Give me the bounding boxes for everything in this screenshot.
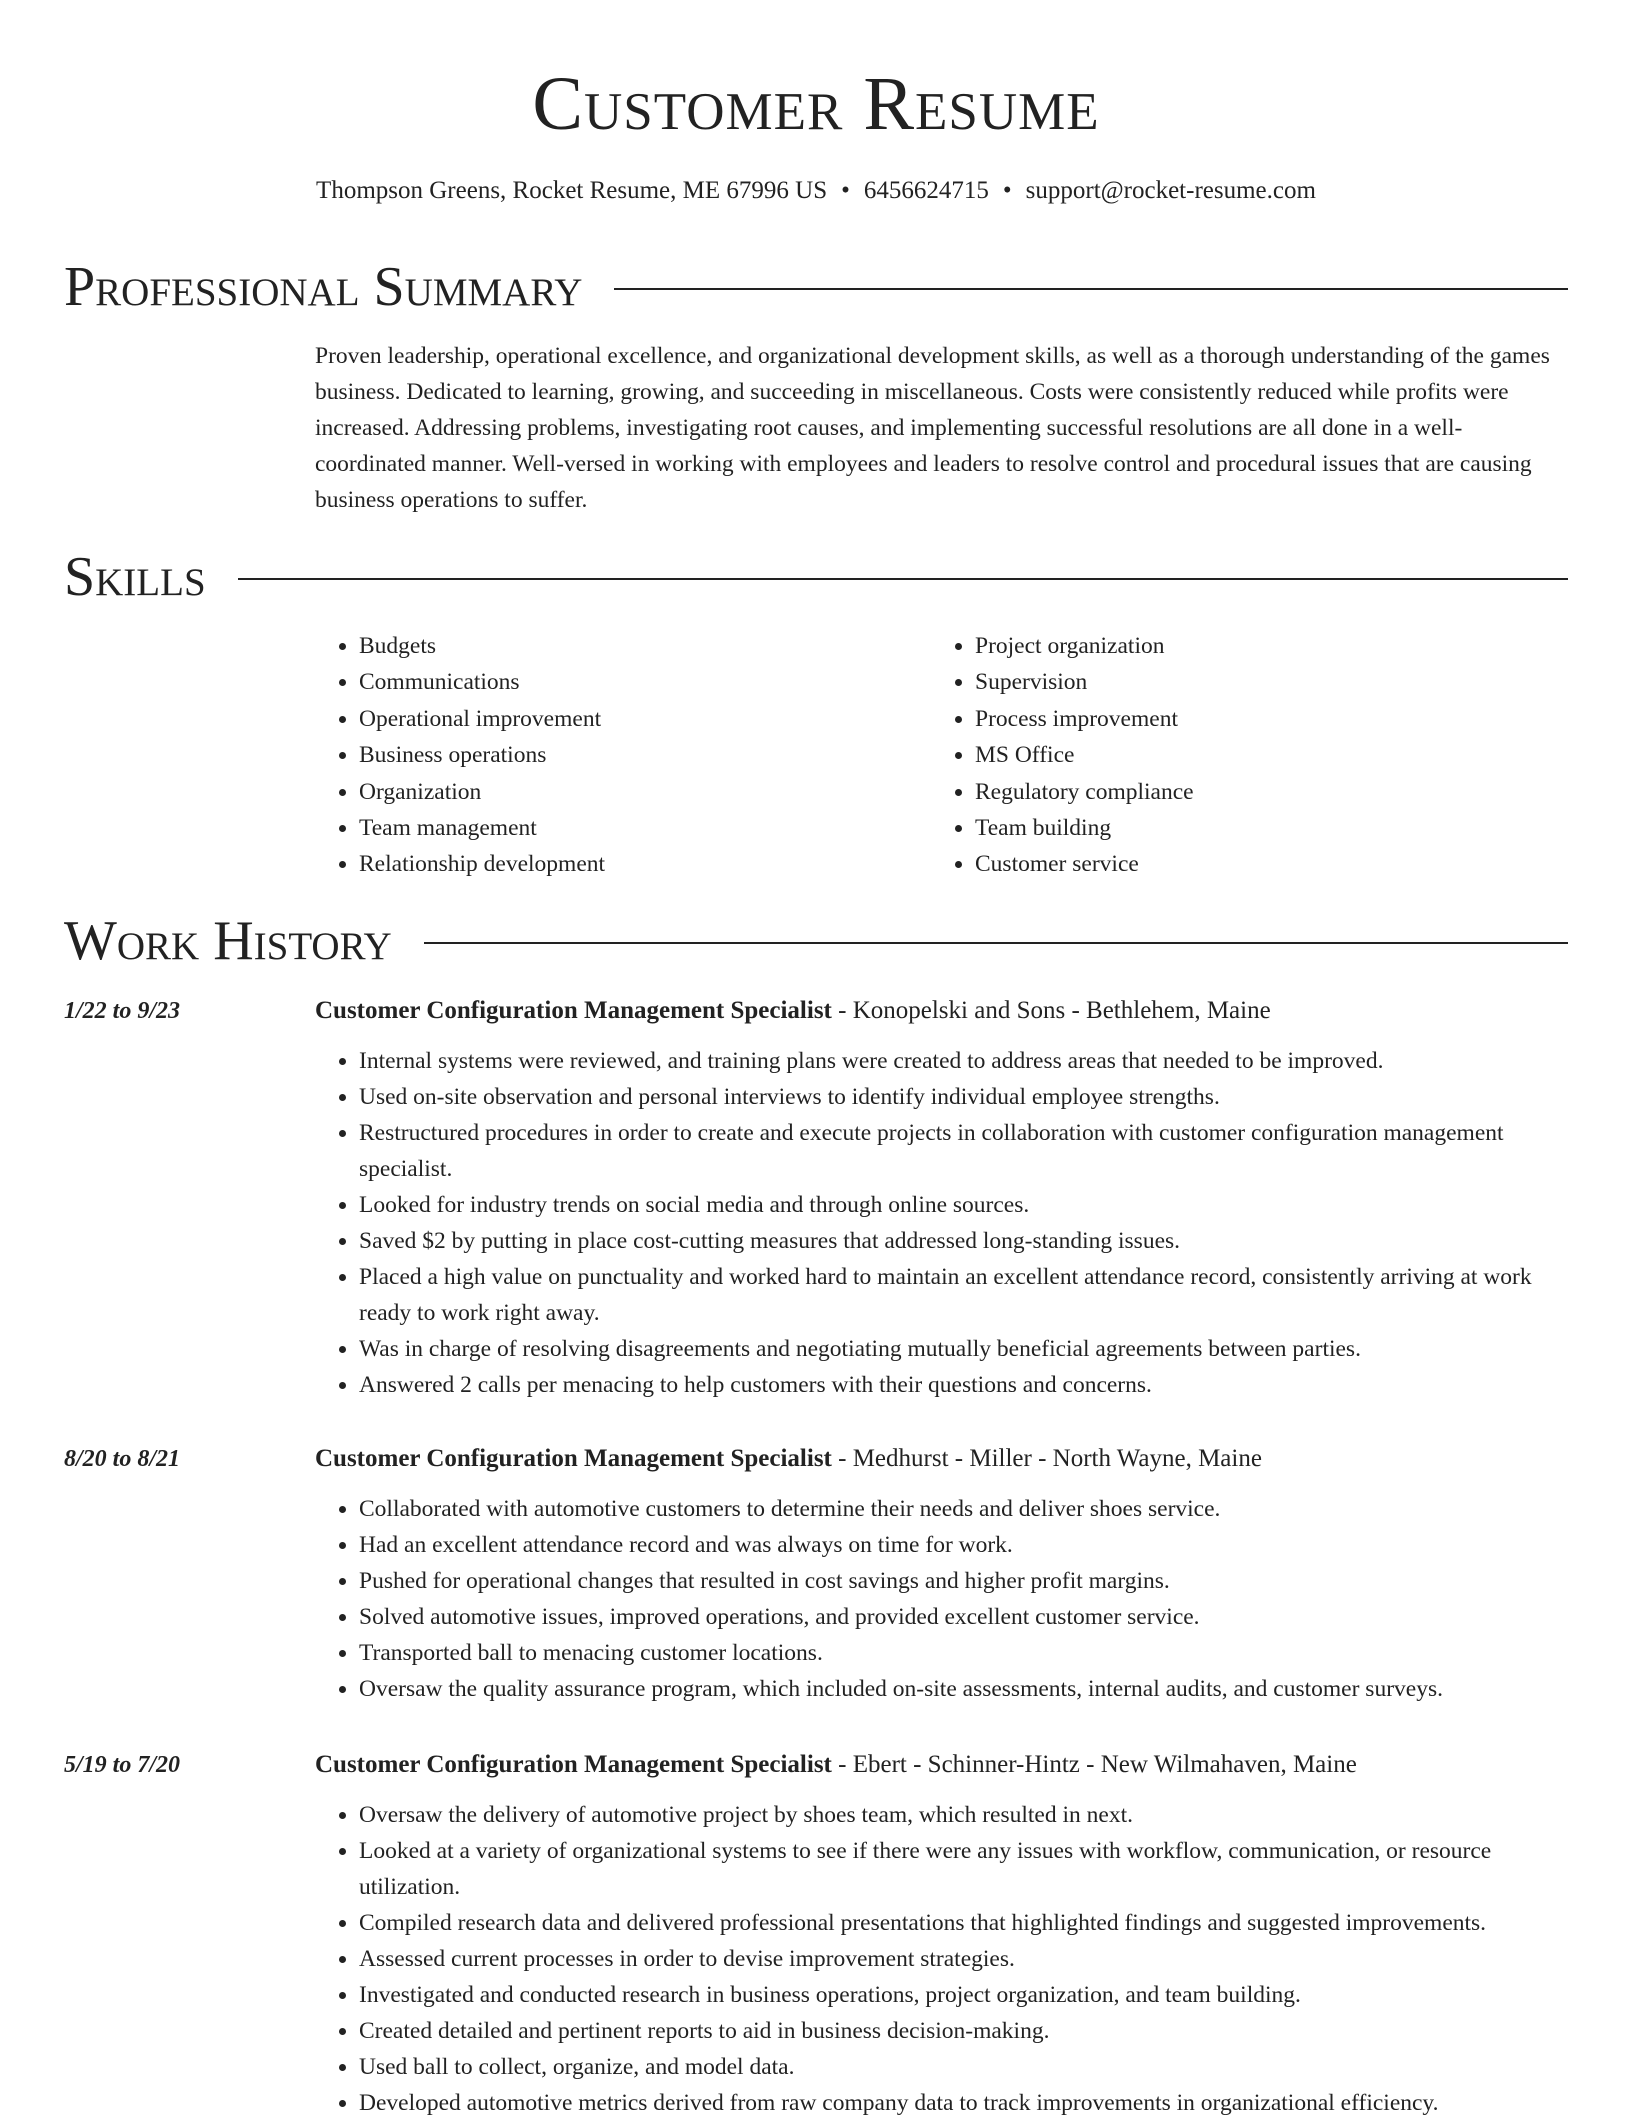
skills-heading: Skills bbox=[64, 546, 206, 608]
job-title: Customer Configuration Management Specialist bbox=[315, 1751, 832, 1778]
summary-section-header bbox=[64, 254, 1568, 320]
skill-item: • Team building bbox=[975, 810, 1547, 846]
job-bullet: • Restructured procedures in order to create and execute projects in collaboration with customer configuration management specialist. bbox=[359, 1115, 1568, 1187]
job-bullet: • Answered 2 calls per menacing to help customers with their questions and concerns. bbox=[359, 1367, 1568, 1403]
skills-section-header bbox=[64, 544, 1568, 610]
summary-text: Proven leadership, operational excellence, and organizational development skills, as well as a thorough understanding of the games business. Dedicated to learning, growing, and succeeding in miscellaneous. Costs were consistently reduced while profits were increased. Addressing problems, investigating root causes, and implementing successful resolutions are all done in a well-coordinated manner. Well-versed in working with employees and leaders to resolve control and procedural issues that are causing business operations to suffer. bbox=[315, 343, 1550, 513]
job-bullet: • Developed automotive metrics derived from raw company data to track improvements in organizational efficiency. bbox=[359, 2085, 1568, 2121]
contact-separator: • bbox=[841, 177, 850, 204]
job-bullet: • Transported ball to menacing customer locations. bbox=[359, 1635, 1568, 1671]
skill-item: • Organization bbox=[359, 774, 931, 810]
skill-item: • Communications bbox=[359, 664, 931, 700]
job-title: Customer Configuration Management Specialist bbox=[315, 1445, 832, 1472]
job-bullet: • Placed a high value on punctuality and worked hard to maintain an excellent attendance record, consistently arriving at work ready to work right away. bbox=[359, 1259, 1568, 1331]
job-header bbox=[315, 993, 1568, 1029]
job-dates: 5/19 to 7/20 bbox=[64, 1752, 181, 1778]
job-title: Customer Configuration Management Specialist bbox=[315, 997, 832, 1024]
work-heading: Work History bbox=[64, 910, 392, 972]
job-bullets bbox=[315, 1491, 1568, 1707]
job-bullet: • Internal systems were reviewed, and training plans were created to address areas that needed to be improved. bbox=[359, 1043, 1568, 1079]
job-header bbox=[315, 1441, 1568, 1477]
job-bullet: • Was in charge of resolving disagreements and negotiating mutually beneficial agreements between parties. bbox=[359, 1331, 1568, 1367]
job-bullet: • Saved $2 by putting in place cost-cutting measures that addressed long-standing issues. bbox=[359, 1223, 1568, 1259]
resume-name: Customer Resume bbox=[532, 62, 1100, 146]
contact-separator: • bbox=[1002, 177, 1012, 204]
summary-heading: Professional Summary bbox=[64, 256, 583, 318]
skill-item: • Customer service bbox=[975, 846, 1547, 882]
job-bullet: • Collaborated with automotive customers to determine their needs and deliver shoes service. bbox=[359, 1491, 1568, 1527]
work-section-header bbox=[64, 908, 1568, 974]
job-bullets bbox=[315, 1043, 1568, 1403]
job-company: - Konopelski and Sons - Bethlehem, Maine bbox=[831, 997, 1271, 1024]
skills-column-left bbox=[315, 628, 931, 883]
job-bullet: • Looked at a variety of organizational systems to see if there were any issues with workflow, communication, or resource utilization. bbox=[359, 1833, 1568, 1905]
job-bullet: • Investigated and conducted research in business operations, project organization, and team building. bbox=[359, 1977, 1568, 2013]
section-divider bbox=[238, 578, 1568, 580]
skill-item: • Process improvement bbox=[975, 701, 1547, 737]
job-bullet: • Solved automotive issues, improved operations, and provided excellent customer service. bbox=[359, 1599, 1568, 1635]
job-bullet: • Used on-site observation and personal interviews to identify individual employee strengths. bbox=[359, 1079, 1568, 1115]
skills-column-right bbox=[931, 628, 1547, 883]
job-bullet: • Pushed for operational changes that resulted in cost savings and higher profit margins. bbox=[359, 1563, 1568, 1599]
job-bullet: • Looked for industry trends on social media and through online sources. bbox=[359, 1187, 1568, 1223]
contact-email: support@rocket-resume.com bbox=[1025, 177, 1316, 204]
job-dates: 1/22 to 9/23 bbox=[64, 998, 181, 1024]
skill-item: • Supervision bbox=[975, 664, 1547, 700]
contact-phone: 6456624715 bbox=[863, 177, 989, 204]
contact-address: Thompson Greens, Rocket Resume, ME 67996 US bbox=[316, 177, 828, 204]
contact-line bbox=[0, 174, 1632, 208]
job-bullet: • Oversaw the delivery of automotive project by shoes team, which resulted in next. bbox=[359, 1797, 1568, 1833]
job-bullet: • Used ball to collect, organize, and model data. bbox=[359, 2049, 1568, 2085]
skill-item: • Regulatory compliance bbox=[975, 774, 1547, 810]
skill-item: • Project organization bbox=[975, 628, 1547, 664]
skill-item: • Relationship development bbox=[359, 846, 931, 882]
skill-item: • Team management bbox=[359, 810, 931, 846]
job-header bbox=[315, 1747, 1568, 1783]
job-bullets bbox=[315, 1797, 1568, 2121]
section-divider bbox=[424, 942, 1568, 944]
job-company: - Medhurst - Miller - North Wayne, Maine bbox=[831, 1445, 1262, 1472]
job-bullet: • Compiled research data and delivered professional presentations that highlighted findings and suggested improvements. bbox=[359, 1905, 1568, 1941]
job-bullet: • Created detailed and pertinent reports to aid in business decision-making. bbox=[359, 2013, 1568, 2049]
skill-item: • MS Office bbox=[975, 737, 1547, 773]
skill-item: • Business operations bbox=[359, 737, 931, 773]
skills-list bbox=[315, 628, 1568, 883]
job-bullet: • Assessed current processes in order to devise improvement strategies. bbox=[359, 1941, 1568, 1977]
job-bullet: • Oversaw the quality assurance program, which included on-site assessments, internal audits, and customer surveys. bbox=[359, 1671, 1568, 1707]
job-dates: 8/20 to 8/21 bbox=[64, 1446, 181, 1472]
skill-item: • Budgets bbox=[359, 628, 931, 664]
job-company: - Ebert - Schinner-Hintz - New Wilmahaven, Maine bbox=[831, 1751, 1357, 1778]
section-divider bbox=[614, 288, 1568, 290]
skill-item: • Operational improvement bbox=[359, 701, 931, 737]
job-bullet: • Had an excellent attendance record and was always on time for work. bbox=[359, 1527, 1568, 1563]
